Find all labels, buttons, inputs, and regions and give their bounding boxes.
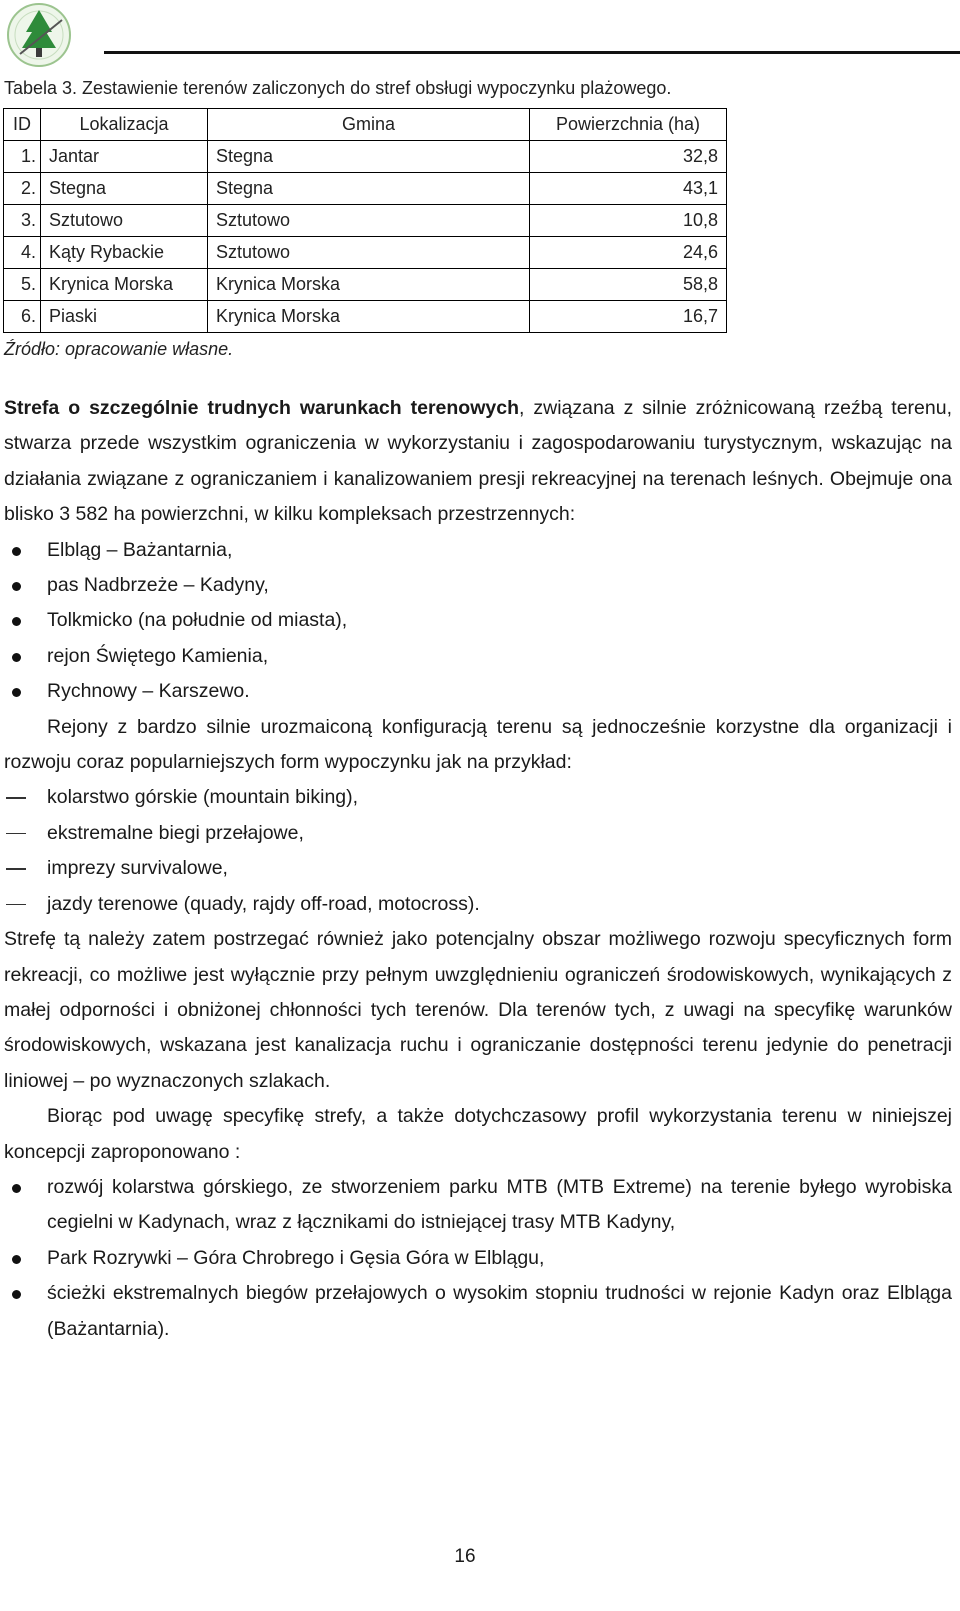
- cell-area: 16,7: [530, 301, 727, 333]
- bullet-icon: [12, 617, 21, 626]
- list-item-text: pas Nadbrzeże – Kadyny,: [47, 574, 269, 597]
- cell-area: 24,6: [530, 237, 727, 269]
- list-item-text: jazdy terenowe (quady, rajdy off-road, motocross).: [47, 892, 480, 915]
- list-item: [4, 639, 952, 674]
- cell-area: 10,8: [530, 205, 727, 237]
- main-content: [4, 391, 952, 1347]
- list-item-text: rozwój kolarstwa górskiego, ze stworzeniem parku MTB (MTB Extreme) na terenie byłego wyrobiska cegielni w Kadynach, wraz z łącznikami do istniejącej trasy MTB Kadyny,: [47, 1175, 952, 1234]
- cell-commune: Krynica Morska: [208, 301, 530, 333]
- cell-location: Krynica Morska: [41, 269, 208, 301]
- list-item: [4, 568, 952, 603]
- list-item-text: Rychnowy – Karszewo.: [47, 680, 250, 703]
- bullet-icon: [12, 1255, 21, 1264]
- page-number: 16: [454, 1546, 476, 1567]
- list-item-text: ścieżki ekstremalnych biegów przełajowych o wysokim stopniu trudności w rejonie Kadyn oraz Elbląga (Bażantarnia).: [47, 1282, 952, 1340]
- bullet-icon: [12, 547, 21, 556]
- cell-area: 32,8: [530, 141, 727, 173]
- cell-id: 5.: [4, 269, 41, 301]
- list-item-text: Park Rozrywki – Góra Chrobrego i Gęsia Góra w Elblągu,: [47, 1246, 545, 1269]
- cell-commune: Sztutowo: [208, 205, 530, 237]
- bullet-icon: [12, 582, 21, 591]
- list-item: [4, 1170, 952, 1241]
- bullet-icon: [12, 688, 21, 697]
- proposals-intro-paragraph: Biorąc pod uwagę specyfikę strefy, a także dotychczasowy profil wykorzystania terenu w niniejszej koncepcji zaproponowano :: [4, 1105, 952, 1163]
- table-header-row: [4, 109, 727, 141]
- bullet-icon: [12, 653, 21, 662]
- table-caption: Tabela 3. Zestawienie terenów zaliczonych do stref obsługi wypoczynku plażowego.: [4, 78, 672, 98]
- table-row: [4, 141, 727, 173]
- cell-location: Stegna: [41, 173, 208, 205]
- bullet-icon: [12, 1290, 21, 1299]
- zone-perception-paragraph: Strefę tą należy zatem postrzegać również jako potencjalny obszar możliwego rozwoju specyficznych form rekreacji, co możliwe jest wyłącznie przy pełnym uwzględnieniu ograniczeń środowiskowych, wynikających z małej odporności i obniżonej chłonności tych terenów. Dla terenów tych, z uwagi na specyfikę warunków środowiskowych, wskazana jest kanalizacja ruchu i ograniczanie dostępności terenu jedynie do penetracji liniowej – po wyznaczonych szlakach.: [4, 928, 952, 1092]
- list-item: [4, 1241, 952, 1276]
- table-row: [4, 301, 727, 333]
- cell-area: 58,8: [530, 269, 727, 301]
- column-header-location: Lokalizacja: [41, 109, 208, 141]
- activities-list: [4, 780, 952, 922]
- cell-commune: Sztutowo: [208, 237, 530, 269]
- table-row: [4, 269, 727, 301]
- list-item-text: Tolkmicko (na południe od miasta),: [47, 609, 348, 632]
- cell-id: 3.: [4, 205, 41, 237]
- list-item: [4, 851, 952, 886]
- list-item: [4, 1276, 952, 1347]
- table-row: [4, 173, 727, 205]
- list-item-text: rejon Świętego Kamienia,: [47, 644, 269, 667]
- list-item: [4, 603, 952, 638]
- list-item-text: imprezy survivalowe,: [47, 857, 228, 880]
- intro-text: , związana z silnie zróżnicowaną rzeźbą terenu, stwarza przede wszystkim ograniczenia w wykorzystaniu i zagospodarowaniu turystycznym, wskazując na działania związane z ograniczaniem i kanalizowaniem presji rekreacyjnej na terenach leśnych. Obejmuje ona blisko 3 582 ha powierzchni, w kilku kompleksach przestrzennych:: [4, 397, 953, 526]
- cell-commune: Krynica Morska: [208, 269, 530, 301]
- cell-location: Sztutowo: [41, 205, 208, 237]
- table-row: [4, 205, 727, 237]
- column-header-commune: Gmina: [208, 109, 530, 141]
- cell-location: Piaski: [41, 301, 208, 333]
- list-item: [4, 533, 952, 568]
- list-item-text: kolarstwo górskie (mountain biking),: [47, 786, 359, 809]
- activities-intro-paragraph: Rejony z bardzo silnie urozmaiconą konfiguracją terenu są jednocześnie korzystne dla organizacji i rozwoju coraz popularniejszych form wypoczynku jak na przykład:: [4, 715, 952, 774]
- list-item-text: ekstremalne biegi przełajowe,: [47, 821, 304, 844]
- cell-id: 2.: [4, 173, 41, 205]
- cell-area: 43,1: [530, 173, 727, 205]
- table-source-note: Źródło: opracowanie własne.: [4, 339, 234, 359]
- list-item-text: Elbląg – Bażantarnia,: [47, 538, 233, 561]
- cell-id: 6.: [4, 301, 41, 333]
- intro-paragraph: [4, 391, 952, 533]
- dash-icon: [6, 833, 26, 835]
- zones-table: [3, 108, 727, 333]
- intro-bold-lead: Strefa o szczególnie trudnych warunkach terenowych: [4, 397, 519, 419]
- table-row: [4, 237, 727, 269]
- cell-id: 1.: [4, 141, 41, 173]
- column-header-id: ID: [4, 109, 41, 141]
- cell-location: Kąty Rybackie: [41, 237, 208, 269]
- list-item: [4, 887, 952, 922]
- dash-icon: [6, 868, 26, 870]
- header-logo-icon: [6, 2, 72, 68]
- column-header-area: Powierzchnia (ha): [530, 109, 727, 141]
- proposals-list: [4, 1170, 952, 1347]
- cell-location: Jantar: [41, 141, 208, 173]
- header-rule: [104, 51, 960, 54]
- dash-icon: [6, 797, 26, 799]
- dash-icon: [6, 904, 26, 906]
- list-item: [4, 674, 952, 709]
- cell-commune: Stegna: [208, 141, 530, 173]
- cell-id: 4.: [4, 237, 41, 269]
- cell-commune: Stegna: [208, 173, 530, 205]
- list-item: [4, 816, 952, 851]
- list-item: [4, 780, 952, 815]
- complexes-list: [4, 533, 952, 710]
- bullet-icon: [12, 1184, 21, 1193]
